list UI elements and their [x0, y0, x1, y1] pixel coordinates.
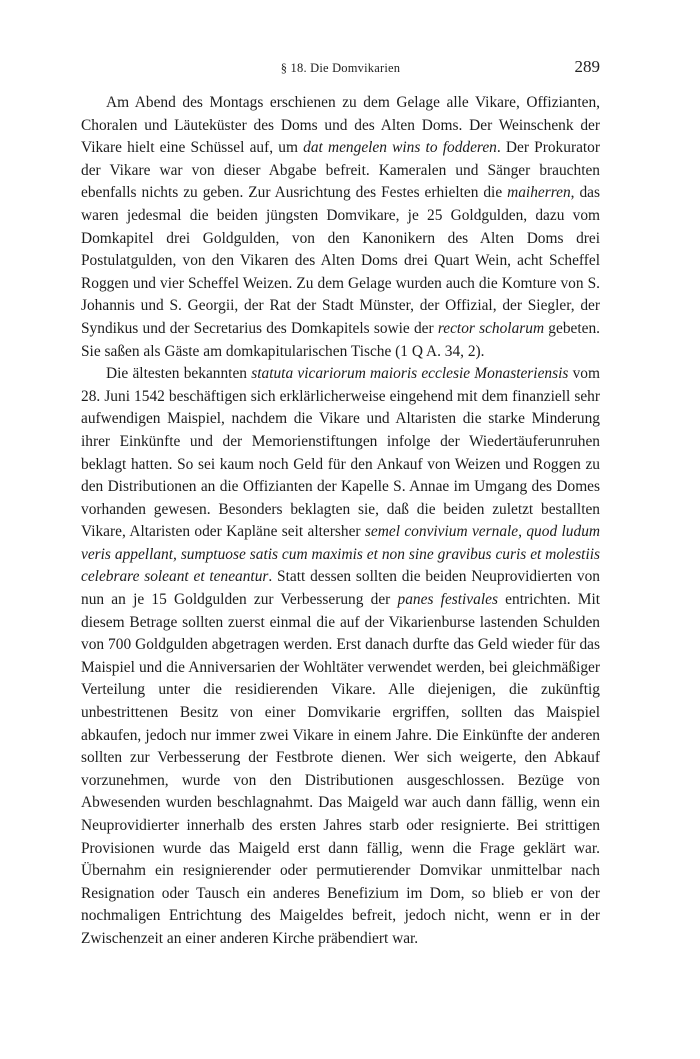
- italic-phrase: statuta vicariorum maioris ecclesie Monasteriensis: [251, 365, 569, 383]
- italic-phrase: semel convivium vernale, quod ludum veris appellant, sumptuose satis cum maximis et non sine gravibus curis et molestiis celebrare soleant et teneantur: [81, 523, 600, 586]
- italic-phrase: panes festivales: [397, 591, 498, 609]
- body-text: [81, 92, 600, 951]
- paragraph-2: [81, 363, 600, 950]
- text-segment: , das waren jedesmal die beiden jüngsten Domvikare, je 25 Goldgulden, dazu vom Domkapitel drei Goldgulden, von den Kanonikern des Alten Doms drei Postulatgulden, von den Vikaren des Alten Doms drei Quart Wein, acht Scheffel Roggen und vier Scheffel Weizen. Zu dem Gelage wurden auch die Komture von S. Johannis und S. Georgii, der Rat der Stadt Münster, der Offizial, der Siegler, der Syndikus und der Secretarius des Domkapitels sowie der: [81, 184, 600, 337]
- italic-phrase: maiherren: [507, 184, 571, 202]
- text-segment: vom 28. Juni 1542 beschäftigen sich erklärlicherweise eingehend mit dem finanziell sehr aufwendigen Maispiel, nachdem die Vikare und Altaristen die starke Minderung ihrer Einkünfte und der Memorienstiftungen infolge der Wiedertäuferunruhen beklagt hatten. So sei kaum noch Geld für den Ankauf von Weizen und Roggen zu den Distributionen an die Offizianten der Kapelle S. Annae im Umgang des Domes vorhanden gewesen. Besonders beklagten sie, daß die beiden zuletzt bestallten Vikare, Altaristen oder Kapläne seit altersher: [81, 365, 600, 541]
- paragraph-1: [81, 92, 600, 363]
- italic-phrase: rector scholarum: [437, 319, 545, 337]
- page-number: 289: [574, 57, 600, 76]
- text-segment: Die ältesten bekannten: [106, 365, 252, 383]
- text-segment: Am Abend des Montags erschienen zu dem Gelage alle Vikare, Offizianten, Choralen und Läuteküster des Doms und des Alten Doms. Der Weinschenk der Vikare hielt eine Schüssel auf, um: [81, 94, 600, 157]
- text-segment: . Statt dessen sollten die beiden Neuprovidierten von nun an je 15 Goldgulden zur Verbesserung der: [81, 568, 600, 609]
- running-head: § 18. Die Domvikarien: [280, 61, 401, 75]
- italic-phrase: dat mengelen wins to fodderen: [303, 139, 497, 157]
- text-segment: entrichten. Mit diesem Betrage sollten zuerst einmal die auf der Vikarienburse lastenden Schulden von 700 Goldgulden abgetragen werden. Erst danach durfte das Geld wieder für das Maispiel und die Anniversarien der Wohltäter verwendet werden, bei gleichmäßiger Verteilung unter die residierenden Vikare. Alle diejenigen, die zukünftig unbestrittenen Besitz von einer Domvikarie ergriffen, sollten das Maispiel abkaufen, jedoch nur immer zwei Vikare in einem Jahre. Die Einkünfte der anderen sollten zur Verbesserung der Festbrote dienen. Wer sich weigerte, den Abkauf vorzunehmen, wurde von den Distributionen ausgeschlossen. Bezüge von Abwesenden wurden beschlagnahmt. Das Maigeld war auch dann fällig, wenn ein Neuprovidierter innerhalb des ersten Jahres starb oder resignierte. Bei strittigen Provisionen wurde das Maigeld erst dann fällig, wenn die Frage geklärt war. Übernahm ein resignierender oder permutierender Domvikar unmittelbar nach Resignation oder Tausch ein anderes Benefizium im Dom, so blieb er von der nochmaligen Entrichtung des Maigeldes befreit, jedoch nicht, wenn er in der Zwischenzeit an einer anderen Kirche präbendiert war.: [81, 591, 601, 947]
- page-header: [81, 57, 600, 79]
- text-segment: . Der Prokurator der Vikare war von dieser Abgabe befreit. Kameralen und Sänger brauchten ebenfalls nichts zu geben. Zur Ausrichtung des Festes erhielten die: [81, 139, 600, 202]
- text-segment: gebeten. Sie saßen als Gäste am domkapitularischen Tische (1 Q A. 34, 2).: [81, 319, 601, 360]
